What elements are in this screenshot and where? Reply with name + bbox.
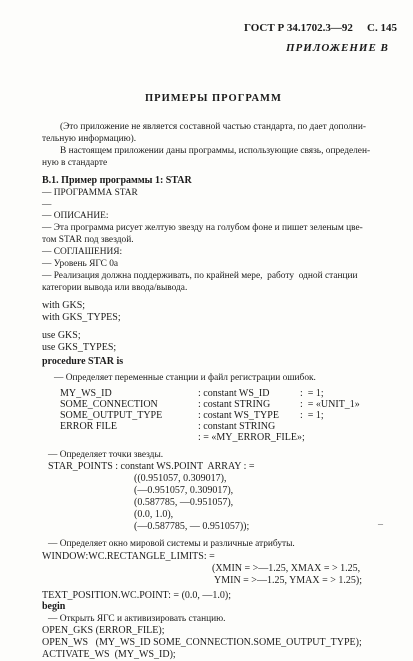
page-number: С. 145 xyxy=(367,22,397,34)
comment-line: — СОГЛАШЕНИЯ: xyxy=(42,247,123,257)
decl-type: : costant STRING xyxy=(198,399,271,410)
use-clause: use GKS; xyxy=(42,330,81,341)
decl-name: SOME_OUTPUT_TYPE xyxy=(60,410,163,421)
decl-value: : = 1; xyxy=(300,410,324,421)
star-point: (—0.951057, 0.309017), xyxy=(134,485,234,496)
decl-value: : = «UNIT_1» xyxy=(300,399,360,410)
window-declaration: WINDOW:WC.RECTANGLE_LIMITS: = xyxy=(42,551,215,562)
decl-type: : constant STRING xyxy=(198,421,276,432)
decl-name: ERROR FILE xyxy=(60,421,117,432)
with-clause: with GKS_TYPES; xyxy=(42,312,121,323)
star-comment: — Определяет точки звезды. xyxy=(48,450,164,460)
decl-name: SOME_CONNECTION xyxy=(60,399,158,410)
decl-value: : = 1; xyxy=(300,388,324,399)
decl-type: : constant WS_ID xyxy=(198,388,270,399)
text-position: TEXT_POSITION.WC.POINT: = (0.0, —1.0); xyxy=(42,590,232,601)
intro-text-line-1: В настоящем приложении даны программы, использующие связь, определен- xyxy=(60,146,371,156)
decl-error-file-value: : = «MY_ERROR_FILE»; xyxy=(198,432,305,443)
star-point: (0.587785, —0.951057), xyxy=(134,497,234,508)
comment-line: — xyxy=(42,200,52,210)
example-heading: В.1. Пример программы 1: STAR xyxy=(42,175,192,186)
intro-note-line-1: (Это приложение не является составной частью стандарта, по дает дополни- xyxy=(60,122,366,132)
comment-line: — Уровень ЯГС 0а xyxy=(42,259,119,269)
open-statement: ACTIVATE_WS (MY_WS_ID); xyxy=(42,649,176,660)
comment-line: том STAR под звездой. xyxy=(42,235,134,245)
appendix-label: ПРИЛОЖЕНИЕ В xyxy=(286,42,389,54)
star-point: (0.0, 1.0), xyxy=(134,509,174,520)
begin-keyword: begin xyxy=(42,601,66,612)
decl-type: : costant WS_TYPE xyxy=(198,410,279,421)
with-clause: with GKS; xyxy=(42,300,86,311)
comment-line: — Реализация должна поддерживать, по крайней мере, работу одной станции xyxy=(42,271,358,281)
comment-line: — ПРОГРАММА STAR xyxy=(42,188,138,198)
decl-name: MY_WS_ID xyxy=(60,388,112,399)
standard-number: ГОСТ Р 34.1702.3—92 xyxy=(244,22,353,34)
window-comment: — Определяет окно мировой системы и различные атрибуты. xyxy=(48,539,295,549)
window-limits: YMIN = >—1.25, YMAX = > 1.25); xyxy=(214,575,363,586)
open-statement: OPEN_WS (MY_WS_ID SOME_CONNECTION.SOME_OUTPUT_TYPE); xyxy=(42,637,362,648)
margin-mark: – xyxy=(378,519,383,530)
comment-line: — ОПИСАНИЕ: xyxy=(42,211,109,221)
procedure-declaration: procedure STAR is xyxy=(42,356,124,367)
intro-note-line-2: тельную информацию). xyxy=(42,134,137,144)
intro-text-line-2: ную в стандарте xyxy=(42,158,108,168)
star-point: (—0.587785, — 0.951057)); xyxy=(134,521,250,532)
star-point: ((0.951057, 0.309017), xyxy=(134,473,227,484)
use-clause: use GKS_TYPES; xyxy=(42,342,117,353)
open-comment: — Открыть ЯГС и активизировать станцию. xyxy=(48,614,226,624)
star-points-declaration: STAR_POINTS : constant WS.POINT ARRAY : = xyxy=(48,461,255,472)
open-statement: OPEN_GKS (ERROR_FILE); xyxy=(42,625,165,636)
page-title: ПРИМЕРЫ ПРОГРАММ xyxy=(145,93,282,104)
comment-line: — Эта программа рисует желтую звезду на голубом фоне и пишет зеленым цве- xyxy=(42,223,363,233)
declarations-comment: — Определяет переменные станции и файл регистрации ошибок. xyxy=(54,373,316,383)
comment-line: категории вывода или ввода/вывода. xyxy=(42,283,188,293)
window-limits: (XMIN = >—1.25, XMAX = > 1.25, xyxy=(212,563,361,574)
